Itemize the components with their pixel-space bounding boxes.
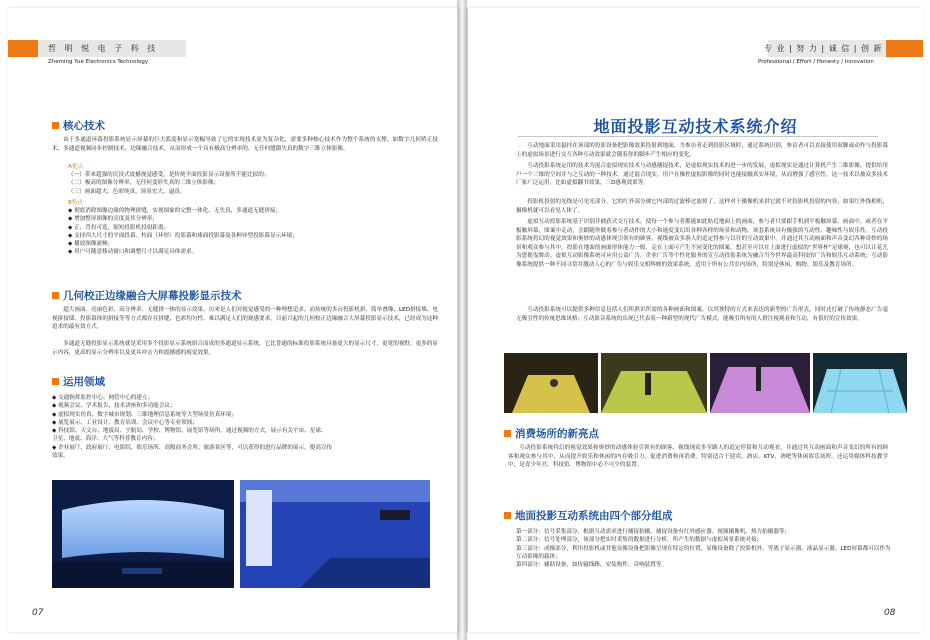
list-item: （一）带来超强的沉浸式震撼视觉感受，是传统平面投影显示设备所不能比拟的； (68, 172, 270, 178)
consumer-title: 消费场所的新亮点 (515, 428, 599, 440)
application-title: 运用领域 (63, 376, 105, 388)
list-item: 第三部分：成像部分，利用投影机或其他显像设备把影像呈现在特定的位置，显像设备除了投影机外，等离子显示器、液晶显示器、LED屏幕都可以作为互动影像的载体； (516, 545, 891, 560)
company-name-en: Zheming Yue Electronics Technology (48, 59, 149, 65)
floor-projection-photo-4 (813, 353, 907, 413)
list-item: 效果。 (52, 453, 69, 460)
list-item: ◆ 交通指挥监控中心、网管中心的建立； (52, 395, 154, 401)
intro-para-3: 投影机投射的光线是可见光部分，它的红外部分被它内部的过滤棒过滤掉了，这样对于摄像机来讲它就不对投影机投射的内容，如果红外线相机，摄像机就可以看见人体了。 (516, 199, 888, 214)
four-parts-heading (504, 508, 673, 523)
floor-photo-2-illustration (601, 353, 707, 413)
list-item: 第四部分：辅助设备，如传输线路，安装构件，音响装置等。 (516, 562, 668, 569)
features-label: B特点 (68, 200, 84, 206)
floor-photo-3-illustration (710, 353, 810, 413)
floor-projection-photo-1 (504, 353, 598, 413)
geo-correction-heading (52, 288, 242, 303)
curved-screen-photo (52, 480, 234, 588)
right-page (467, 8, 923, 632)
intro-para-5: 互动投影系统可以提供多种信息包括人们所熟识所需的各种画面和图案，以其独特的方式来表达的新型的广告形式，同时还打破了传统静态广告毫无吸引性的传统思维风格；互动影音系统的出现已代表着一种新型的现代广告模式，能吸引所有的人群注视观看和互动，有很好的宣传效果。 (516, 307, 888, 322)
list-item: 第一部分：信号采集部分，根据互动需求进行捕捉拍摄，捕捉设备有红外感应器、视频摄像机、热力拍摄器等； (516, 529, 791, 535)
core-tech-title: 核心技术 (63, 120, 105, 132)
list-item: ◆ 展览展示、工业设计、教育培训、会议中心等专业领域； (52, 419, 198, 426)
curved-screen-illustration (52, 480, 234, 588)
slogan-en: Professional / Effort / Honesty / Innovation (758, 59, 874, 65)
floor-projection-photo-2 (601, 353, 707, 413)
header-accent-bar (886, 40, 923, 57)
list-item: 第二部分：信号处理部分，该部分把实时采集的数据进行分析，所产生的数据与虚拟场景系统对接； (516, 537, 763, 544)
intro-para-1: 互动地面采用悬挂在顶部的投影设备把影像效果投射到地面，当参访者走到投影区域时，通过系统识别，参访者可以直接使用双脚或动作与投影幕上的虚拟场景进行交互各种互动效果就会随着你的脚步产生相应的变化。 (516, 143, 888, 158)
page-title: 地面投影互动技术系统介绍 (593, 117, 798, 136)
section-marker-icon (52, 378, 59, 385)
section-marker-icon (52, 292, 59, 299)
header-accent-bar (8, 40, 38, 57)
page-number: 08 (884, 608, 896, 618)
intro-para-2: 互动投影系统运用的技术为混合虚拟现实技术与动感捕捉技术，是虚拟现实技术的进一步的发展。虚拟现实是通过计算机产生三维影像，提供给用户一个三维的空间并与之互动的一种技术。通过混合现实，用户在操控虚拟影像的同时也能接触真实环境，从而增强了感官性。这一技术以被众多技术厂家广泛运用，比如虚拟翻书效果，三D感观效果等。 (516, 163, 888, 187)
list-item: ◆ 正、背投可选，缩短投影机投射距离； (68, 224, 170, 231)
list-item: ◆ 支持四大尺寸的平面投幕、柱面（环形）投影幕和球面投影幕及各种异型投影幕显示环境； (68, 232, 298, 239)
section-marker-icon (52, 122, 59, 129)
list-item: 卫星、地震、海洋、大气等科普教育内容； (52, 436, 159, 443)
floor-photo-1-illustration (504, 353, 598, 413)
list-item: （二）极高的图像分辨率，无任何变形失真的三维立体影像； (68, 180, 220, 187)
list-item: ◆ 企业展厅、政府展厅、电影院、娱乐场所、高级商务会所、旅游景区等，可以获得的进行品牌的展示，提高宣传 (52, 444, 333, 451)
projector-room-illustration (240, 480, 430, 588)
list-item: ◆ 彻底消除图像边缘的物理拼缝，实现图象的完整一体化、无失真，多通道无缝拼接； (68, 208, 282, 214)
list-item: ◆ 科技馆、天文台、地震局、宇航局、学校、博物馆、展览馆等场所，通过视频的方式，展示有关宇宙、星球、 (52, 428, 327, 435)
four-parts-list (516, 528, 892, 569)
intro-para-4: 虚拟互动投影系统基于识别并捕获式交互技术，使每一个参与者都能如此贴近地面上的画面，参与者只要跟手机到平板触屏幕、画面中，或者在平板触屏幕，图案中走动，会跟随你做着参与者动作的大小和速度变幻出各种各样的场景和动物。该套系统具有极强的互动性、趣味性与娱乐性。互动投影系统将幻的视觉效果和奥妙的动感体现引领有的顾客，视线被众多游人的追定得参与以往的互动效果中。并通过其互动画面和声音变幻各种奇妙的场景和观众参与其中，投影在地面的画面形体能力一般，走在上面可产生不同变化的图案，想甚至可以在上面进行虚拟的“世界杯”足球赛，也可以让花儿为您摇曳舞动。虚拟互动影像系统可应用公益广告，企业广告等个性化服务的宣互动投影系统为融合当今世界最高科技的广告和娱乐互动系统；互动影像系统提供一种不同寻常并激动人心的广告与娱乐交相辉映的效果系统，适用于所有公共室内场所，特别是休闲、购物、娱乐及教育场所。 (516, 219, 888, 268)
floor-photo-4-illustration (813, 353, 907, 413)
list-item: ◆ 用户可随意移动窗口和调整尺寸以满足具体需求。 (68, 249, 198, 256)
list-item: ◆ 播放图像流畅； (68, 241, 114, 248)
left-page (8, 8, 458, 632)
geo-correction-para-1: 超大画面、亮丽色彩、高分辨率、无缝拼一体的显示效果，历来是人们对视觉感受的一种理想追求。而传统的多台投影机拼、简单叠像、LED拼接墙、电视拼接墙、投影幕体的拼接等等方式都存在拼缝、色彩均匀性、难以满足人们的观感要求。目前兴起的几何校正边缘融合大屏幕投影显示技术，已经成为这种追求的最有效方式。 (52, 307, 438, 331)
application-list (52, 394, 332, 460)
title-underline (518, 136, 878, 137)
features-list (68, 207, 298, 257)
consumer-para: 互动投影系统将幻的视觉效果和奥妙的动感体验引领有的顾客、视线现众多至路人的追定停留和互动观看，并通过其互动画面和声音变幻的所有的顾客和观众参与其中，从而提升娱乐和休闲的内在吸引力，促进消费和再消费。特别适合于迎宾、酒店、KTV、酒吧等休闲娱乐场所。还运用媒体科技教学中，是青少年宫、科技馆、博物馆中必不可少的装置。 (508, 445, 888, 469)
floor-projection-photo-3 (710, 353, 810, 413)
company-name-cn: 哲 明 悦 电 子 科 技 (48, 44, 159, 53)
consumer-heading (504, 426, 599, 441)
slogan-cn: 专 业 | 努 力 | 诚 信 | 创 新 (764, 44, 883, 53)
geo-correction-title: 几何校正边缘融合大屏幕投影显示技术 (63, 290, 242, 302)
list-item: ◆ 视频会议、学术报告、技术讲座和多功能会议； (52, 403, 176, 410)
page-number: 07 (32, 608, 44, 618)
application-heading (52, 374, 105, 389)
advantages-list (68, 171, 269, 196)
list-item: （三）画面超大，色彩纯真，场景宏大、逼真。 (68, 188, 186, 195)
section-marker-icon (504, 512, 511, 519)
geo-correction-para-2: 多通道无缝投影显示系统就是采用多个投影显示系统组合而成的多通道显示系统，它比普通的标准投影系统具备更大的显示尺寸，更宽的视野，更多的显示内容，更高的显示分辨率以及更具冲击力和震撼感的视觉效果。 (52, 341, 438, 356)
four-parts-title: 地面投影互动系统由四个部分组成 (515, 510, 673, 522)
list-item: ◆ 增加整屏图像的亮度及其分辨率； (68, 216, 158, 223)
list-item: ◆ 虚拟现实仿真、数字城市规划、三维地理信息系统等大型场景仿真环境； (52, 411, 238, 418)
section-marker-icon (504, 430, 511, 437)
book-spine (457, 0, 467, 640)
projector-room-photo (240, 480, 430, 588)
core-tech-heading (52, 118, 105, 133)
core-tech-intro: 由于多通道环幕投影系统显示屏幕的巨大弧度和显示宽幅导致了它的实现技术更为复杂化，需要多种核心技术作为整个系统的支撑。如数字几何矫正技术、多通道视频同步控制技术、边缘融合技术，从而形成一个具有极高分辨率的、无任何缝隙失真的数字三维立体影像。 (52, 137, 438, 152)
advantages-label: A优点 (68, 164, 84, 170)
